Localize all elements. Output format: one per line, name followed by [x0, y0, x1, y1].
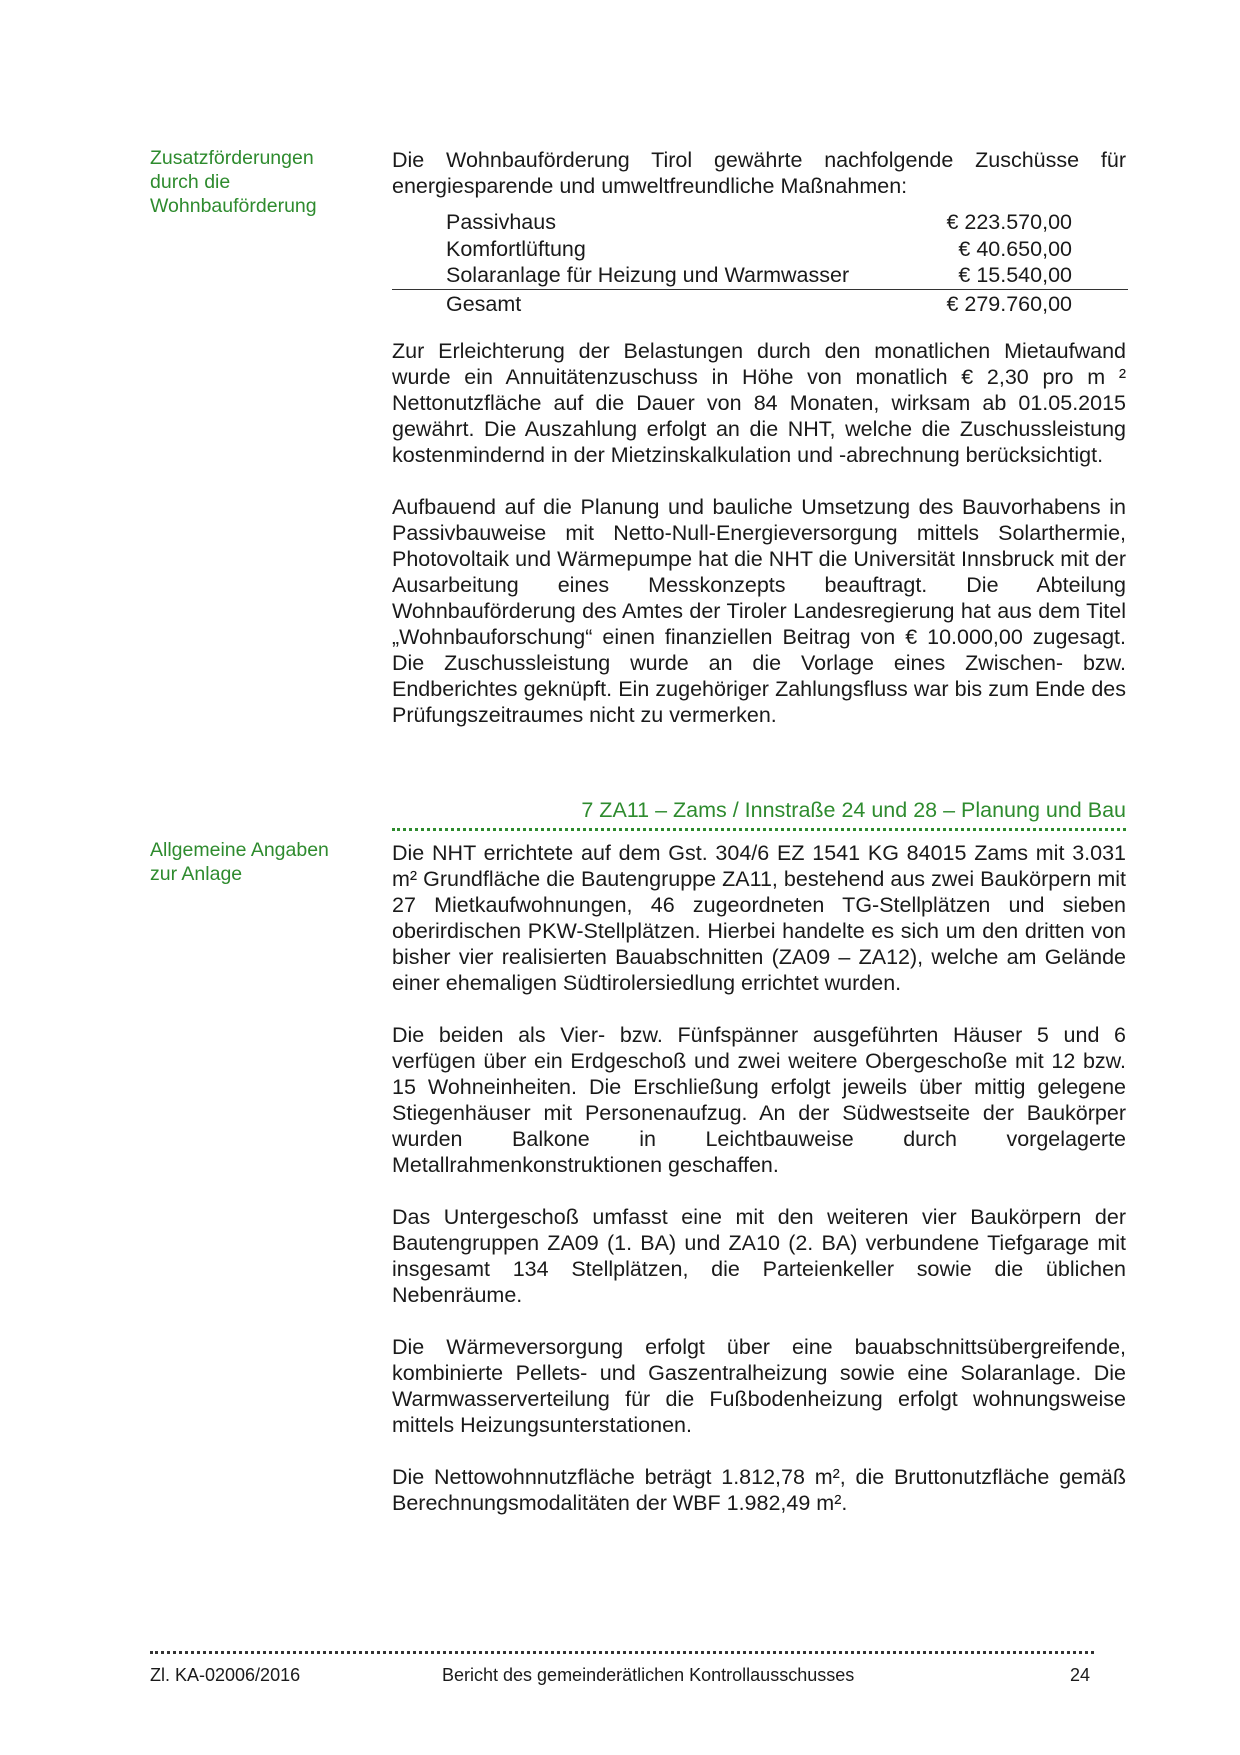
table-row — [392, 236, 1128, 263]
sidebar-label-line: Wohnbauförderung — [150, 195, 317, 217]
body-paragraph: Die Wärmeversorgung erfolgt über eine bauabschnittsübergreifende, kombinierte Pellets- und Gaszentralheizung sowie eine Solaranlage. Die Warmwasserverteilung für die Fußbodenheizung erfolgt wohnungsweise mittels Heizungsunterstationen. — [392, 1335, 1126, 1437]
sidebar-label-allgemeine-angaben — [150, 838, 360, 886]
funding-item-value: € 40.650,00 — [958, 236, 1072, 261]
body-paragraph: Die Nettowohnnutzfläche beträgt 1.812,78 m², die Bruttonutzfläche gemäß Berechnungsmodalitäten der WBF 1.982,49 m². — [392, 1465, 1126, 1515]
sidebar-label-line: Zusatzförderungen — [150, 147, 314, 169]
funding-total-name: Gesamt — [392, 289, 919, 318]
body-paragraph: Die beiden als Vier- bzw. Fünfspänner ausgeführten Häuser 5 und 6 verfügen über ein Erdgeschoß und zwei weitere Obergeschoße mit 12 bzw. 15 Wohneinheiten. Die Erschließung erfolgt jeweils über mittig gelegene Stiegenhäuser mit Personenaufzug. An der Südwestseite der Baukörper wurden Balkone in Leichtbauweise durch vorgelagerte Metallrahmenkonstruktionen geschaffen. — [392, 1023, 1126, 1177]
funding-total-value: € 279.760,00 — [919, 289, 1128, 318]
section-heading: 7 ZA11 – Zams / Innstraße 24 und 28 – Planung und Bau — [392, 797, 1126, 831]
funding-table — [392, 209, 1128, 318]
funding-item-value: € 15.540,00 — [958, 263, 1072, 287]
section-zusatzfoerderungen — [392, 147, 1126, 728]
body-paragraph: Die NHT errichtete auf dem Gst. 304/6 EZ 1541 KG 84015 Zams mit 3.031 m² Grundfläche die Bautengruppe ZA11, bestehend aus zwei Baukörpern mit 27 Mietkaufwohnungen, 46 zugeordneten TG-Stellplätzen und sieben oberirdischen PKW-Stellplätzen. Hierbei handelte es sich um den dritten von bisher vier realisierten Bauabschnitten (ZA09 – ZA12), welche am Gelände einer ehemaligen Südtirolersiedlung errichtet wurden. — [392, 841, 1126, 995]
funding-item-name: Solaranlage für Heizung und Warmwasser — [446, 263, 850, 287]
sidebar-label-zusatzfoerderungen — [150, 146, 360, 218]
research-paragraph: Aufbauend auf die Planung und bauliche Umsetzung des Bauvorhabens in Passivbauweise mit Netto-Null-Energieversorgung mittels Solarthermie, Photovoltaik und Wärmepumpe hat die NHT die Universität Innsbruck mit der Ausarbeitung eines Messkonzepts beauftragt. Die Abteilung Wohnbauförderung des Amtes der Tiroler Landesregierung hat aus dem Titel „Wohnbauforschung“ einen finanziellen Beitrag von € 10.000,00 zugesagt. Die Zuschussleistung wurde an die Vorlage eines Zwischen- bzw. Endberichtes geknüpft. Ein zugehöriger Zahlungsfluss war bis zum Ende des Prüfungszeitraumes nicht zu vermerken. — [392, 494, 1126, 727]
sidebar-label-line: Allgemeine Angaben — [150, 839, 329, 861]
sidebar-label-line: durch die — [150, 171, 231, 193]
funding-item-value: € 223.570,00 — [946, 210, 1072, 234]
table-row — [392, 262, 1128, 289]
intro-paragraph: Die Wohnbauförderung Tirol gewährte nachfolgende Zuschüsse für energiesparende und umweltfreundliche Maßnahmen: — [392, 148, 1126, 198]
table-row — [392, 209, 1128, 236]
sidebar-label-line: zur Anlage — [150, 863, 243, 885]
annuity-paragraph: Zur Erleichterung der Belastungen durch den monatlichen Mietaufwand wurde ein Annuitätenzuschuss in Höhe von monatlich € 2,30 pro m ² Nettonutzfläche auf die Dauer von 84 Monaten, wirksam ab 01.05.2015 gewährt. Die Auszahlung erfolgt an die NHT, welche die Zuschussleistung kostenmindernd in der Mietzinskalkulation und -abrechnung berücksichtigt. — [392, 338, 1126, 467]
body-paragraph: Das Untergeschoß umfasst eine mit den weiteren vier Baukörpern der Bautengruppen ZA09 (1. BA) und ZA10 (2. BA) verbundene Tiefgarage mit insgesamt 134 Stellplätzen, die Parteienkeller sowie die üblichen Nebenräume. — [392, 1205, 1126, 1307]
footer-divider — [150, 1651, 1094, 1654]
footer-title: Bericht des gemeinderätlichen Kontrollausschusses — [442, 1665, 855, 1685]
funding-item-name: Komfortlüftung — [446, 236, 586, 261]
funding-item-name: Passivhaus — [446, 210, 556, 234]
section-allgemeine-angaben — [392, 840, 1126, 1516]
footer-reference: Zl. KA-02006/2016 — [150, 1665, 301, 1685]
page-number: 24 — [1070, 1665, 1091, 1685]
table-total-row — [392, 289, 1128, 318]
